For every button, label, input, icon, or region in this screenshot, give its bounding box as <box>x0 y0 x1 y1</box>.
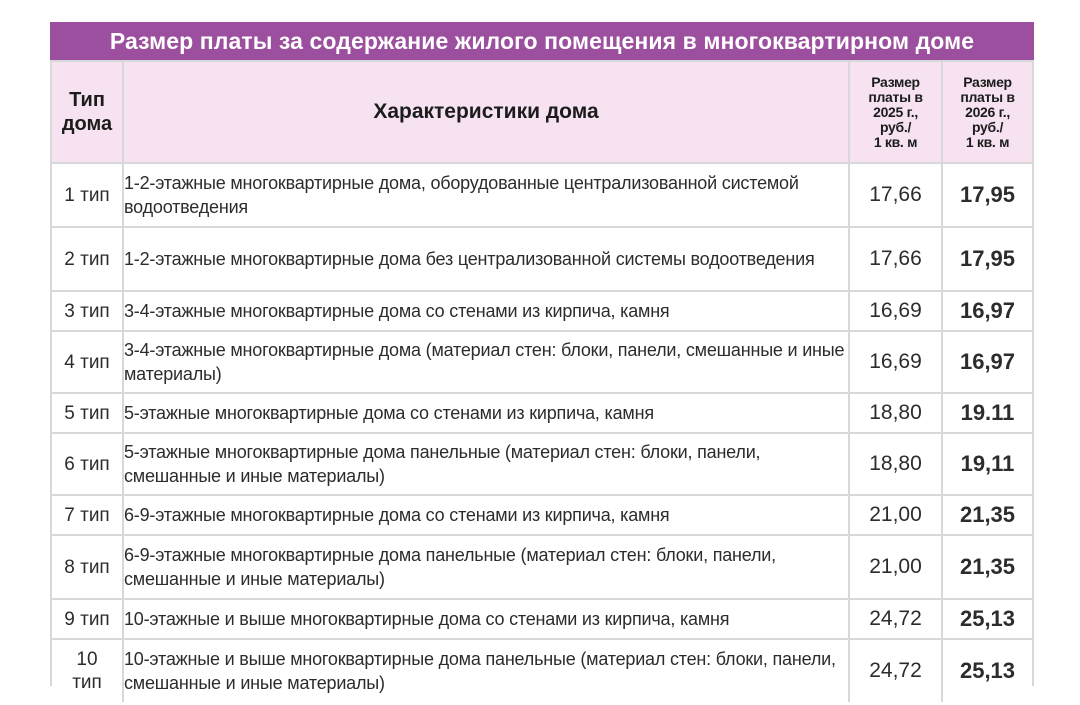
cell-characteristics: 6-9-этажные многоквартирные дома панельные (материал стен: блоки, панели, смешанные и иные материалы) <box>124 536 850 600</box>
table-row <box>52 164 1032 228</box>
cell-price-2025: 17,66 <box>850 164 943 228</box>
cell-price-2025: 21,00 <box>850 536 943 600</box>
table-row <box>52 228 1032 292</box>
cell-price-2026: 21,35 <box>943 536 1032 600</box>
cell-characteristics: 3-4-этажные многоквартирные дома со стенами из кирпича, камня <box>124 292 850 332</box>
cell-house-type: 2 тип <box>52 228 124 292</box>
header-price-2026: Размер платы в 2026 г., руб./ 1 кв. м <box>943 62 1032 164</box>
cell-house-type: 1 тип <box>52 164 124 228</box>
cell-price-2025: 24,72 <box>850 600 943 640</box>
cell-price-2025: 18,80 <box>850 434 943 496</box>
cell-characteristics: 3-4-этажные многоквартирные дома (материал стен: блоки, панели, смешанные и иные материалы) <box>124 332 850 394</box>
cell-price-2026: 19.11 <box>943 394 1032 434</box>
cell-price-2026: 17,95 <box>943 164 1032 228</box>
table-body <box>52 164 1032 702</box>
cell-price-2025: 17,66 <box>850 228 943 292</box>
cell-price-2026: 25,13 <box>943 600 1032 640</box>
cell-house-type: 9 тип <box>52 600 124 640</box>
cell-price-2025: 18,80 <box>850 394 943 434</box>
cell-characteristics: 5-этажные многоквартирные дома со стенами из кирпича, камня <box>124 394 850 434</box>
header-characteristics: Характеристики дома <box>124 62 850 164</box>
cell-characteristics: 5-этажные многоквартирные дома панельные (материал стен: блоки, панели, смешанные и иные материалы) <box>124 434 850 496</box>
cell-house-type: 7 тип <box>52 496 124 536</box>
cell-characteristics: 1-2-этажные многоквартирные дома, оборудованные централизованной системой водоотведения <box>124 164 850 228</box>
cell-house-type: 3 тип <box>52 292 124 332</box>
cell-price-2026: 16,97 <box>943 332 1032 394</box>
tariff-table <box>52 62 1032 702</box>
cell-house-type: 10 тип <box>52 640 124 702</box>
header-type: Тип дома <box>52 62 124 164</box>
cell-price-2026: 17,95 <box>943 228 1032 292</box>
table-row <box>52 496 1032 536</box>
table-row <box>52 434 1032 496</box>
table-row <box>52 394 1032 434</box>
cell-price-2025: 16,69 <box>850 292 943 332</box>
cell-price-2026: 21,35 <box>943 496 1032 536</box>
tariff-sheet <box>50 22 1034 693</box>
table-row <box>52 332 1032 394</box>
table-title: Размер платы за содержание жилого помещения в многоквартирном доме <box>50 22 1034 60</box>
table-row <box>52 536 1032 600</box>
cell-characteristics: 10-этажные и выше многоквартирные дома панельные (материал стен: блоки, панели, смешанные и иные материалы) <box>124 640 850 702</box>
cell-price-2025: 16,69 <box>850 332 943 394</box>
cell-characteristics: 6-9-этажные многоквартирные дома со стенами из кирпича, камня <box>124 496 850 536</box>
cell-price-2025: 21,00 <box>850 496 943 536</box>
cell-price-2026: 19,11 <box>943 434 1032 496</box>
cell-characteristics: 10-этажные и выше многоквартирные дома со стенами из кирпича, камня <box>124 600 850 640</box>
cell-house-type: 5 тип <box>52 394 124 434</box>
header-row <box>52 62 1032 164</box>
cell-house-type: 6 тип <box>52 434 124 496</box>
table-row <box>52 292 1032 332</box>
table-row <box>52 600 1032 640</box>
table-row <box>52 640 1032 702</box>
cell-house-type: 8 тип <box>52 536 124 600</box>
cell-characteristics: 1-2-этажные многоквартирные дома без централизованной системы водоотведения <box>124 228 850 292</box>
cell-price-2025: 24,72 <box>850 640 943 702</box>
cell-house-type: 4 тип <box>52 332 124 394</box>
cell-price-2026: 25,13 <box>943 640 1032 702</box>
cell-price-2026: 16,97 <box>943 292 1032 332</box>
header-price-2025: Размер платы в 2025 г., руб./ 1 кв. м <box>850 62 943 164</box>
